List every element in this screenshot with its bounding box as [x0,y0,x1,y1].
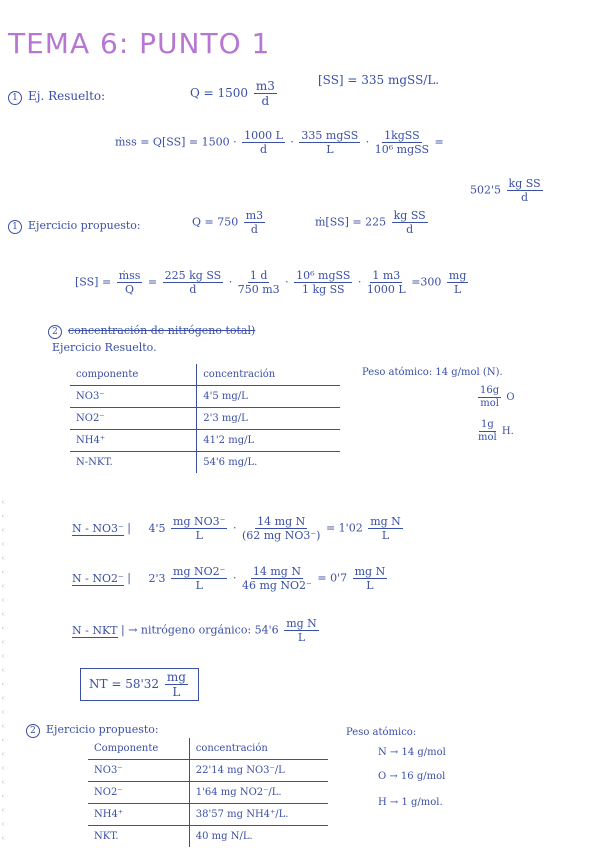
table-cell: 40 mg N/L. [195,831,253,842]
margin-hole [2,794,9,798]
section-label: Ejercicio propuesto: [28,219,141,232]
section-label: Ej. Resuelto: [28,89,106,103]
table-header: concentración [189,738,328,760]
atomic-weight-o [476,386,515,409]
table-cell: 4'5 mg/L [197,386,340,408]
result-value: =300 [411,275,442,289]
table-cell: NO2⁻ [88,782,189,804]
table-cell: 54'6 mg/L. [203,457,258,468]
fraction-num: 10⁶ mgSS [296,269,351,282]
fraction-num: kg SS [393,209,426,222]
table-header: componente [70,364,197,386]
calc-value: 4'5 [148,521,166,535]
fraction-den: 750 m3 [237,283,280,296]
margin-hole [2,696,9,700]
table-cell: NKT. [88,826,189,848]
fraction-num: 1 m3 [372,269,401,282]
nitrogen-table [70,364,340,473]
calc-row-no2: N - NO2⁻ | 2'3 $\frac{\text{mg NO2⁻}}{L}$ · $\frac{\text{14 mg N}}{\text{46 mg NO2⁻}}$ = 0'7 $\frac{\text{mg N}}{L}$ [72,565,386,592]
section-label: Ejercicio propuesto: [46,723,159,736]
section-3-label: Ejercicio Resuelto. [52,341,157,354]
fraction-den: d [261,94,270,108]
ss-concentration: [SS] = 335 mgSS/L. [318,73,440,87]
table-cell: NO3⁻ [70,386,197,408]
fraction-den: Q [125,283,135,296]
margin-hole [2,584,9,588]
fraction-den: 10⁶ mgSS [374,143,430,156]
fraction-den: 1000 L [366,283,406,296]
table-header: concentración [197,364,340,386]
fraction-num: 225 kg SS [164,269,222,282]
calc-label: N - NKT [72,623,118,637]
margin-hole [2,766,9,770]
fraction-den: 46 mg NO2⁻ [241,579,312,592]
table-cell: 2'3 mg/L [197,408,340,430]
margin-hole [2,528,9,532]
table-row [70,408,340,430]
table-row [88,760,328,782]
fraction-num: mg N [354,565,386,578]
table-cell: NH4⁺ [88,804,189,826]
flow-value: Q = 1500 [190,86,249,100]
page-title: TEMA 6: PUNTO 1 [8,27,271,60]
result-value: 502'5 [470,183,502,197]
flow-rate [190,80,279,107]
margin-hole [2,724,9,728]
section-2-header [8,220,141,234]
calc-text: → nitrógeno orgánico: 54'6 [128,623,279,637]
fraction-num: 14 mg N [252,565,301,578]
result-value: = 0'7 [317,571,348,585]
margin-hole [2,822,9,826]
fraction-num: 14 mg N [257,515,306,528]
calc-value: 2'3 [148,571,166,585]
table-cell: N-NKT. [70,452,197,474]
fraction-den: 1 kg SS [301,283,345,296]
table-cell: 38'57 mg NH4⁺/L. [189,804,328,826]
table-row [88,804,328,826]
fraction-den: L [326,143,334,156]
flow-rate-2 [192,210,267,235]
fraction-den: L [195,579,203,592]
calc-label: N - NO2⁻ [72,571,124,585]
result-value: = 1'02 [325,521,363,535]
fraction-den: L [195,529,203,542]
fraction-num: mg N [286,617,317,630]
section-number: 2 [48,325,62,339]
margin-hole [2,542,9,546]
fraction-den: d [250,223,258,236]
element-symbol: H. [501,426,514,437]
margin-hole [2,500,9,504]
fraction-num: ṁss [118,269,141,282]
table-cell: 41'2 mg/L [197,430,340,452]
atomic-weight-h [476,420,514,443]
fraction-num: mg NO3⁻ [173,515,226,528]
fraction-den: d [521,191,529,204]
margin-hole [2,808,9,812]
mass-flow-2 [315,210,430,235]
table-cell: NO2⁻ [70,408,197,430]
flow-value: Q = 750 [192,215,239,229]
atomic-weight-item: N → 14 g/mol [378,747,446,758]
struck-text: concentración de nitrógeno total) [68,324,256,337]
margin-hole [2,598,9,602]
fraction-num: 1kgSS [384,129,420,142]
atomic-weight-label: Peso atómico: [346,727,417,738]
atomic-weight-item: H → 1 g/mol. [378,797,443,808]
mass-result [470,178,545,203]
table-row [88,782,328,804]
margin-hole [2,710,9,714]
fraction-den: (62 mg NO3⁻) [241,529,321,542]
fraction-den: L [297,631,306,644]
fraction-num: mg NO2⁻ [173,565,226,578]
margin-hole [2,626,9,630]
mass-calculation: ṁss = Q[SS] = 1500 · $\frac{1000 L}{d}$ · $\frac{\text{335 mgSS}}{L}$ · $\frac{\text{1kgSS}}{\text{10⁶ mgSS}}$ = [115,129,444,156]
calc-row-no3: N - NO3⁻ | 4'5 $\frac{\text{mg NO3⁻}}{L}$ · $\frac{\text{14 mg N}}{\text{(62 mg NO3⁻)}}$ = 1'02 $\frac{\text{mg N}}{L}$ [72,515,401,542]
fraction-den: mol [478,432,497,443]
notebook-margin [0,0,12,848]
total-nitrogen-box [80,668,199,701]
table-header: Componente [88,738,189,760]
mass-value: ṁ[SS] = 225 [315,215,387,229]
fraction-num: 1000 L [244,129,283,142]
fraction-den: L [381,529,390,542]
fraction-den: L [172,685,181,699]
fraction-den: L [454,283,462,296]
element-symbol: O [506,392,515,403]
margin-hole [2,570,9,574]
fraction-den: d [189,283,197,296]
fraction-den: L [366,579,374,592]
table-row [70,452,340,474]
section-number: 1 [8,220,22,234]
fraction-num: 16g [480,385,500,396]
fraction-num: mg [166,670,186,684]
margin-hole [2,668,9,672]
margin-hole [2,682,9,686]
section-3-header [48,325,255,339]
fraction-den: d [406,223,414,236]
margin-hole [2,780,9,784]
section-number: 2 [26,724,40,738]
concentration-calculation: [SS] = $\frac{\text{ṁss}}{Q}$ = $\frac{\text{225 kg SS}}{d}$ · $\frac{1 d}{750 m3}$ · $\frac{\text{10⁶ mgSS}}{\text{1 kg SS}}$ · $\frac{1 m3}{1000 L}$ =300 $\frac{mg}{L}$ [75,269,467,296]
margin-hole [2,514,9,518]
calc-lhs: ṁss = Q[SS] = [115,135,199,149]
fraction-num: mg N [370,515,401,528]
calc-row-nkt: N - NKT | → nitrógeno orgánico: 54'6 $\frac{\text{mg N}}{L}$ [72,617,317,644]
calc-label: N - NO3⁻ [72,521,124,535]
section-number: 1 [8,91,22,105]
table-row [70,430,340,452]
table-row [88,826,328,848]
fraction-num: 1g [480,419,494,430]
margin-hole [2,654,9,658]
table-cell: NH4⁺ [70,430,197,452]
calc-value: 1500 · [201,135,237,149]
fraction-num: m3 [255,79,275,93]
margin-hole [2,556,9,560]
fraction-num: kg SS [508,177,541,190]
table-row [70,386,340,408]
margin-hole [2,752,9,756]
equals-sign: = [434,135,444,149]
atomic-weight-n: Peso atómico: 14 g/mol (N). [362,367,503,378]
margin-hole [2,640,9,644]
proposed-table [88,738,328,847]
total-nitrogen-value: NT = 58'32 [89,677,160,691]
equals-sign: = [147,275,158,289]
fraction-num: m3 [245,209,264,222]
atomic-weight-item: O → 16 g/mol [378,771,446,782]
table-cell: NO3⁻ [88,760,189,782]
margin-hole [2,836,9,840]
fraction-num: 335 mgSS [301,129,359,142]
section-4-header [26,724,159,738]
margin-hole [2,738,9,742]
fraction-num: mg [448,269,467,282]
fraction-den: mol [480,398,499,409]
fraction-den: d [260,143,268,156]
calc-lhs: [SS] = [75,275,112,289]
section-1-header [8,90,105,105]
margin-hole [2,612,9,616]
table-cell: 1'64 mg NO2⁻/L. [189,782,328,804]
fraction-num: 1 d [249,269,268,282]
table-cell: 22'14 mg NO3⁻/L [189,760,328,782]
